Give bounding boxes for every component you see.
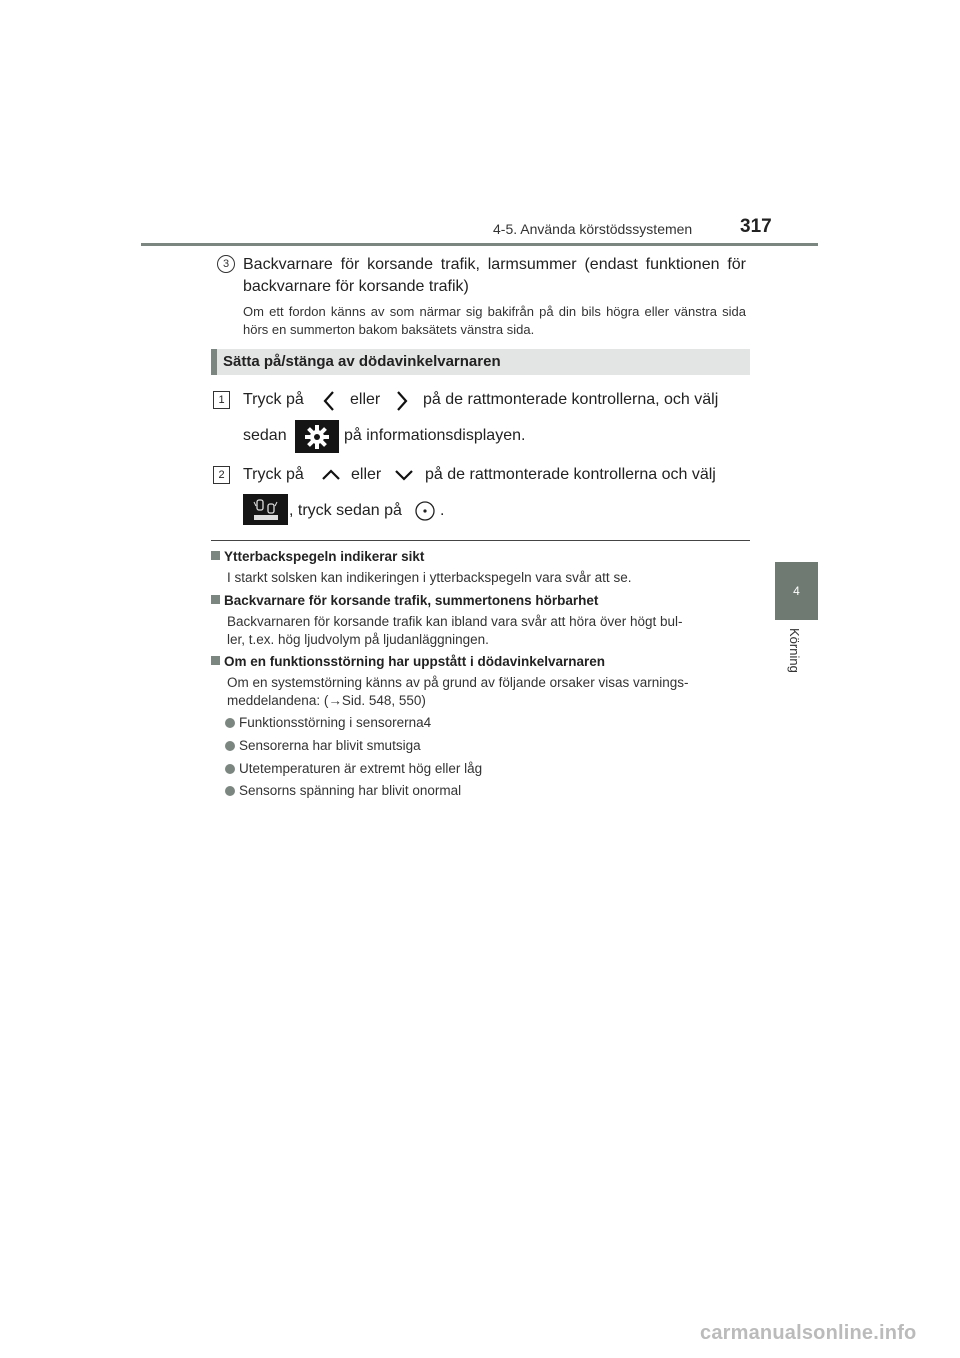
bullet-dot-icon	[225, 741, 235, 751]
step-1-text-d: sedan	[243, 427, 287, 444]
note-body-line: Backvarnaren för korsande trafik kan ibland vara svår att höra över högt bul-	[227, 614, 683, 629]
blind-spot-monitor-icon	[243, 494, 288, 525]
item-title: Backvarnare för korsande trafik, larmsummer (endast funktionen för backvarnare för korsande trafik)	[243, 256, 746, 295]
note-body: I starkt solsken kan indikeringen i ytterbackspegeln vara svår att se.	[227, 570, 632, 585]
note-body-line: ler, t.ex. hög ljudvolym på ljudanläggningen.	[227, 632, 489, 647]
step-2-text-d: , tryck sedan på	[289, 502, 402, 519]
chevron-up-icon	[321, 468, 341, 482]
chevron-left-icon	[322, 390, 336, 412]
step-1-text-c: på de rattmonterade kontrollerna, och välj	[423, 391, 719, 408]
step-number: 2	[213, 466, 230, 484]
note-square-icon	[211, 551, 220, 560]
step-2-text-b: eller	[351, 466, 382, 483]
list-item: Utetemperaturen är extremt hög eller låg	[225, 761, 482, 776]
bullet-dot-icon	[225, 786, 235, 796]
item-description: Om ett fordon känns av som närmar sig bakifrån på din bils högra eller vänstra sida hörs en summerton bakom baksätets vänstra sida.	[243, 304, 746, 337]
enter-button-icon	[414, 500, 436, 522]
note-heading: Om en funktionsstörning har uppstått i dödavinkelvarnaren	[211, 654, 605, 669]
page-number: 317	[740, 216, 772, 237]
list-item: Funktionsstörning i sensorerna4	[225, 715, 431, 730]
list-item: Sensorerna har blivit smutsiga	[225, 738, 421, 753]
chapter-tab	[775, 562, 818, 620]
note-heading: Ytterbackspegeln indikerar sikt	[211, 549, 424, 564]
section-bar-accent	[211, 349, 217, 375]
gear-icon	[295, 420, 339, 453]
note-square-icon	[211, 595, 220, 604]
item-number-circle: 3	[217, 255, 235, 273]
note-body-line: meddelandena: (→Sid. 548, 550)	[227, 693, 426, 708]
list-item: Sensorns spänning har blivit onormal	[225, 783, 461, 798]
chevron-down-icon	[394, 468, 414, 482]
chapter-number: 4	[793, 584, 800, 598]
watermark-link[interactable]: carmanualsonline.info	[700, 1322, 917, 1344]
chapter-label: Körning	[787, 628, 802, 673]
notes-divider	[211, 540, 750, 541]
header-rule	[141, 243, 818, 246]
step-1-text-e: på informationsdisplayen.	[344, 427, 526, 444]
step-1-text-b: eller	[350, 391, 381, 408]
step-2-text-e: .	[440, 502, 445, 519]
note-heading: Backvarnare för korsande trafik, summertonens hörbarhet	[211, 593, 598, 608]
section-title: Sätta på/stänga av dödavinkelvarnaren	[223, 353, 501, 370]
step-2-text-a: Tryck på	[243, 466, 304, 483]
bullet-dot-icon	[225, 718, 235, 728]
section-header: 4-5. Använda körstödssystemen	[493, 221, 693, 237]
step-number: 1	[213, 391, 230, 409]
step-1-text-a: Tryck på	[243, 391, 304, 408]
note-square-icon	[211, 656, 220, 665]
note-body-line: Om en systemstörning känns av på grund av följande orsaker visas varnings-	[227, 675, 689, 690]
step-2-text-c: på de rattmonterade kontrollerna och välj	[425, 466, 716, 483]
chevron-right-icon	[395, 390, 409, 412]
bullet-dot-icon	[225, 764, 235, 774]
